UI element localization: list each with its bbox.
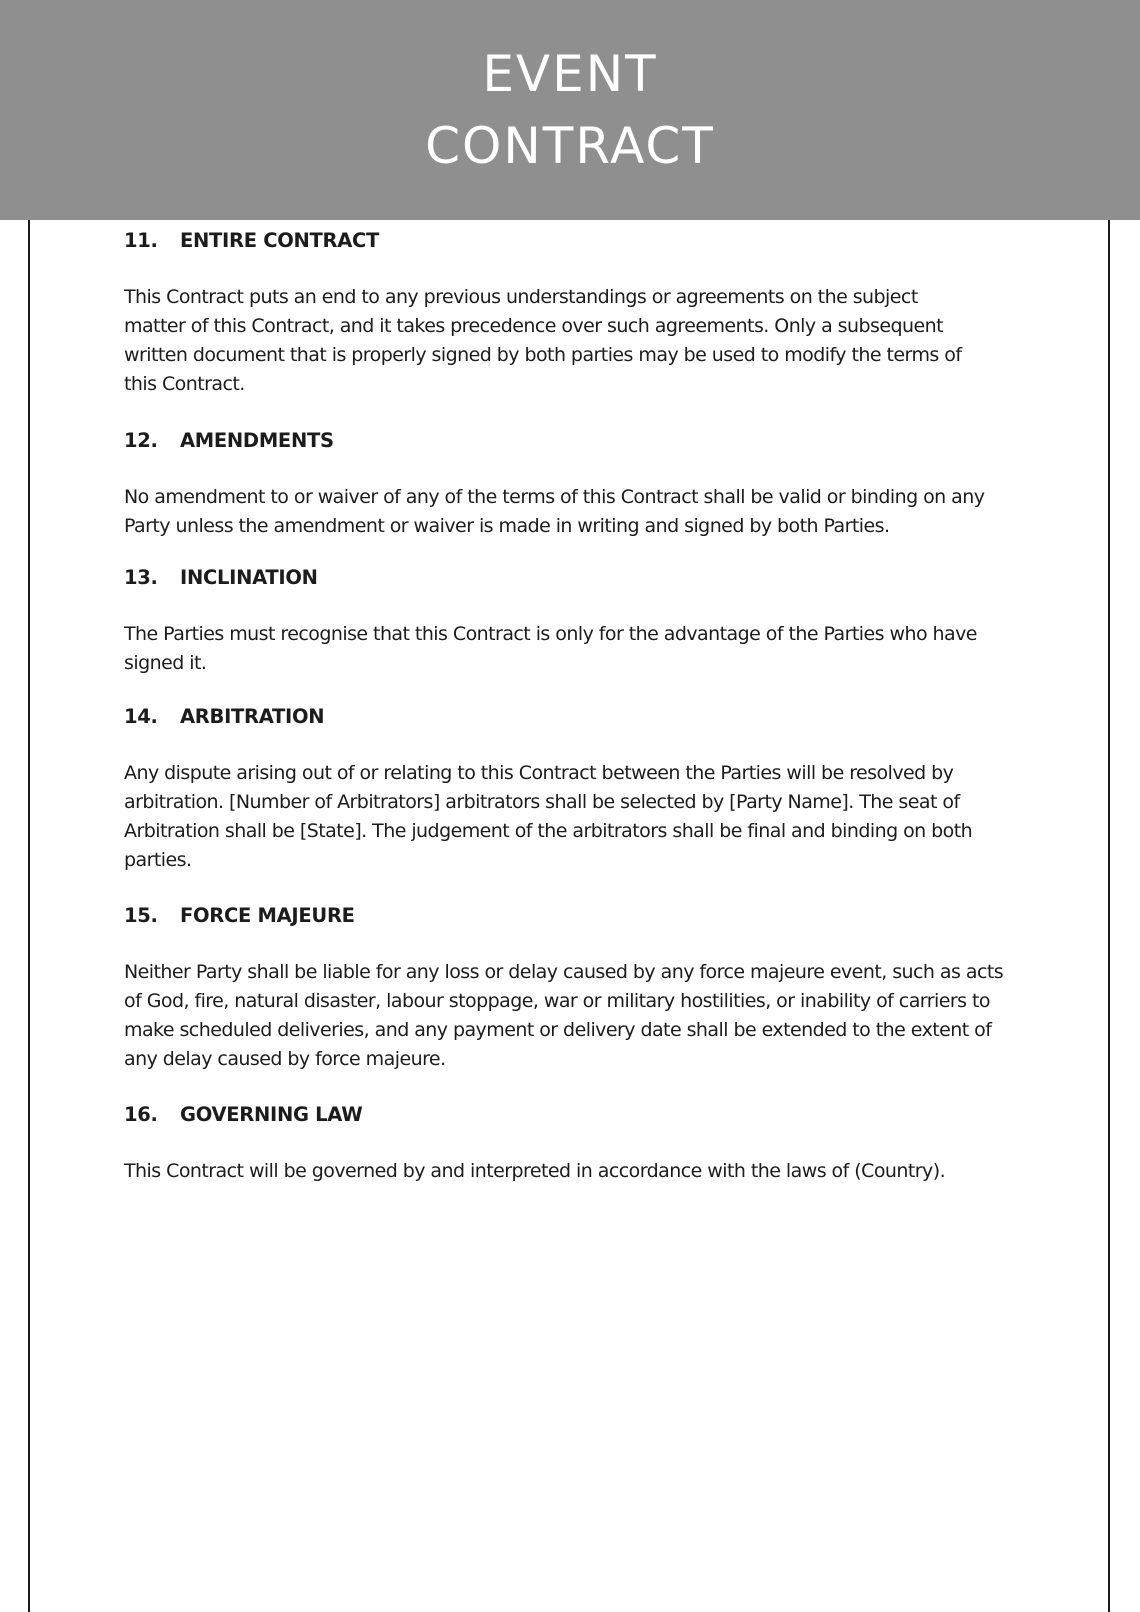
section-number: 13.	[124, 566, 158, 589]
section-heading-force-majeure	[124, 901, 1024, 931]
section-number: 11.	[124, 229, 158, 252]
document-content	[124, 226, 1024, 1186]
section-title: AMENDMENTS	[180, 429, 334, 452]
section-title: ENTIRE CONTRACT	[180, 229, 380, 252]
section-body-entire-contract: This Contract puts an end to any previous understandings or agreements on the subject matter of this Contract, and it takes precedence over such agreements. Only a subsequent written document that is properly signed by both parties may be used to modify the terms of this Contract.	[124, 286, 962, 395]
section-title: GOVERNING LAW	[180, 1103, 363, 1126]
section-title: INCLINATION	[180, 566, 318, 589]
section-body-arbitration: Any dispute arising out of or relating to this Contract between the Parties will be resolved by arbitration. [Number of Arbitrators] arbitrators shall be selected by [Party Name]. The seat of Arbitration shall be [State]. The judgement of the arbitrators shall be final and binding on both parties.	[124, 762, 973, 871]
section-heading-arbitration	[124, 702, 1024, 732]
section-heading-inclination	[124, 563, 1024, 593]
section-heading-governing-law	[124, 1100, 1024, 1130]
document-title-line-2: CONTRACT	[425, 117, 715, 175]
section-title: ARBITRATION	[180, 705, 325, 728]
section-number: 14.	[124, 705, 158, 728]
section-number: 12.	[124, 429, 158, 452]
section-number: 16.	[124, 1103, 158, 1126]
section-body-governing-law: This Contract will be governed by and interpreted in accordance with the laws of (Country).	[124, 1160, 946, 1182]
section-title: FORCE MAJEURE	[180, 904, 355, 927]
section-body-amendments: No amendment to or waiver of any of the terms of this Contract shall be valid or binding on any Party unless the amendment or waiver is made in writing and signed by both Parties.	[124, 486, 985, 537]
header-banner	[0, 0, 1140, 220]
section-body-inclination: The Parties must recognise that this Contract is only for the advantage of the Parties who have signed it.	[124, 623, 977, 674]
section-heading-entire-contract	[124, 226, 1024, 256]
section-number: 15.	[124, 904, 158, 927]
section-heading-amendments	[124, 426, 1024, 456]
document-title-line-1: EVENT	[482, 45, 658, 103]
section-body-force-majeure: Neither Party shall be liable for any loss or delay caused by any force majeure event, such as acts of God, fire, natural disaster, labour stoppage, war or military hostilities, or inability of carriers to make scheduled deliveries, and any payment or delivery date shall be extended to the extent of any delay caused by force majeure.	[124, 961, 1004, 1070]
